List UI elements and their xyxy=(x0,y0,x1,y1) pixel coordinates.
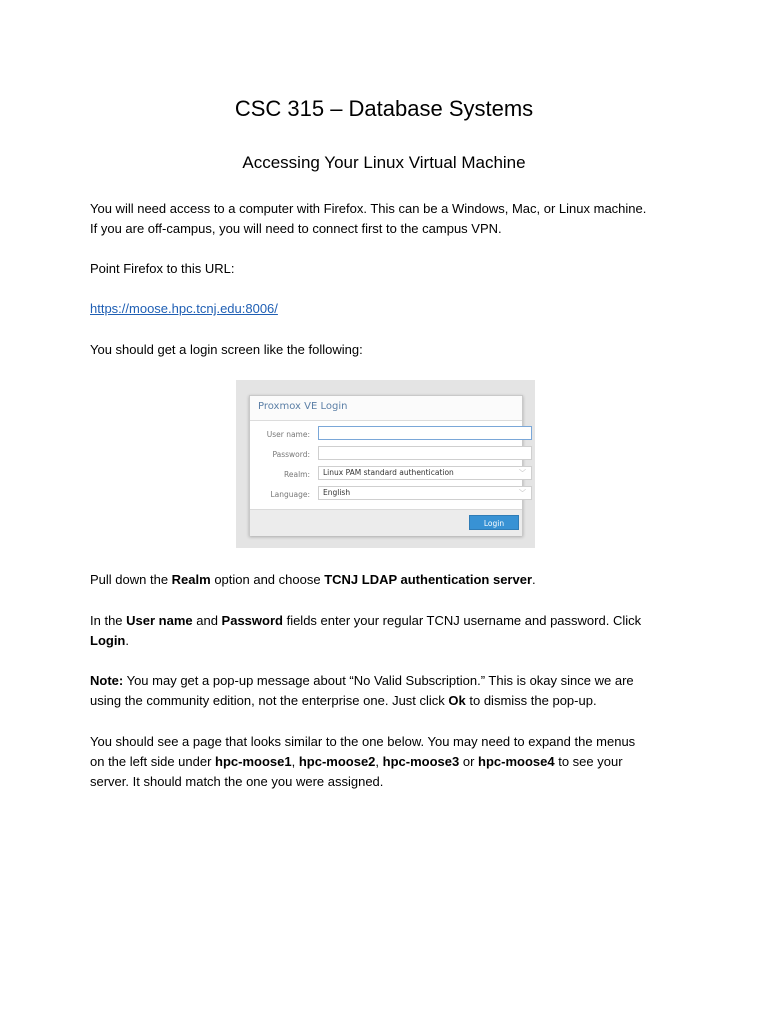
credentials-paragraph xyxy=(90,611,690,651)
username-field xyxy=(318,426,532,440)
password-bold: Password xyxy=(221,613,283,628)
menus-line-3: server. It should match the one you were assigned. xyxy=(90,774,384,789)
url-paragraph xyxy=(90,299,690,319)
intro-line-2: If you are off-campus, you will need to connect first to the campus VPN. xyxy=(90,221,502,236)
text-run: fields enter your regular TCNJ username and password. Click xyxy=(282,613,642,628)
username-bold: User name xyxy=(126,613,193,628)
note-line-1 xyxy=(90,671,690,691)
language-label: Language: xyxy=(270,490,310,499)
moose-url-link[interactable]: https://moose.hpc.tcnj.edu:8006/ xyxy=(90,301,278,316)
hpc-moose4-bold: hpc-moose4 xyxy=(478,754,555,769)
realm-label: Realm: xyxy=(283,470,310,479)
login-intro-text: You should get a login screen like the following: xyxy=(90,342,363,357)
note-bold: Note: xyxy=(90,673,124,688)
proxmox-login-dialog xyxy=(249,395,526,536)
credentials-line-1 xyxy=(90,611,690,631)
hpc-moose3-bold: hpc-moose3 xyxy=(382,754,460,769)
text-run: Pull down the xyxy=(90,572,172,587)
chevron-down-icon: ﹀ xyxy=(519,489,526,497)
realm-paragraph xyxy=(90,570,690,590)
menus-line-2 xyxy=(90,752,690,772)
realm-select xyxy=(318,466,532,480)
text-run: on the left side under xyxy=(90,754,216,769)
dialog-title: Proxmox VE Login xyxy=(258,401,348,412)
password-label: Password: xyxy=(272,450,310,459)
text-run: , xyxy=(291,754,299,769)
dialog-header xyxy=(250,396,522,421)
menus-line-1: You should see a page that looks similar to the one below. You may need to expand the menus xyxy=(90,734,636,749)
text-run: option and choose xyxy=(210,572,325,587)
point-firefox-label: Point Firefox to this URL: xyxy=(90,261,235,276)
login-button: Login xyxy=(469,515,519,530)
text-run: using the community edition, not the enterprise one. Just click xyxy=(90,693,449,708)
username-label: User name: xyxy=(266,430,310,439)
text-run: , xyxy=(375,754,383,769)
text-run: to see your xyxy=(554,754,623,769)
menus-paragraph xyxy=(90,732,690,792)
note-line-2 xyxy=(90,691,690,711)
text-run: or xyxy=(459,754,479,769)
credentials-line-2 xyxy=(90,631,690,651)
language-value: English xyxy=(323,488,351,497)
document-subtitle: Accessing Your Linux Virtual Machine xyxy=(242,153,526,172)
hpc-moose1-bold: hpc-moose1 xyxy=(215,754,292,769)
login-screenshot xyxy=(236,380,535,548)
intro-line-1: You will need access to a computer with Firefox. This can be a Windows, Mac, or Linux machine. xyxy=(90,201,647,216)
ok-bold: Ok xyxy=(448,693,466,708)
hpc-moose2-bold: hpc-moose2 xyxy=(298,754,376,769)
intro-paragraph xyxy=(90,199,690,239)
text-run: . xyxy=(532,572,536,587)
realm-bold: Realm xyxy=(171,572,211,587)
realm-value: Linux PAM standard authentication xyxy=(323,468,454,477)
text-run: You may get a pop-up message about “No Valid Subscription.” This is okay since we are xyxy=(123,673,634,688)
dialog-footer xyxy=(250,509,522,536)
text-run: to dismiss the pop-up. xyxy=(465,693,597,708)
note-paragraph xyxy=(90,671,690,711)
language-select xyxy=(318,486,532,500)
login-bold: Login xyxy=(90,633,126,648)
document-title: CSC 315 – Database Systems xyxy=(234,96,534,121)
text-run: . xyxy=(125,633,130,648)
text-run: and xyxy=(192,613,222,628)
chevron-down-icon: ﹀ xyxy=(519,469,526,477)
password-field xyxy=(318,446,532,460)
tcnj-ldap-bold: TCNJ LDAP authentication server xyxy=(324,572,532,587)
text-run: In the xyxy=(90,613,127,628)
